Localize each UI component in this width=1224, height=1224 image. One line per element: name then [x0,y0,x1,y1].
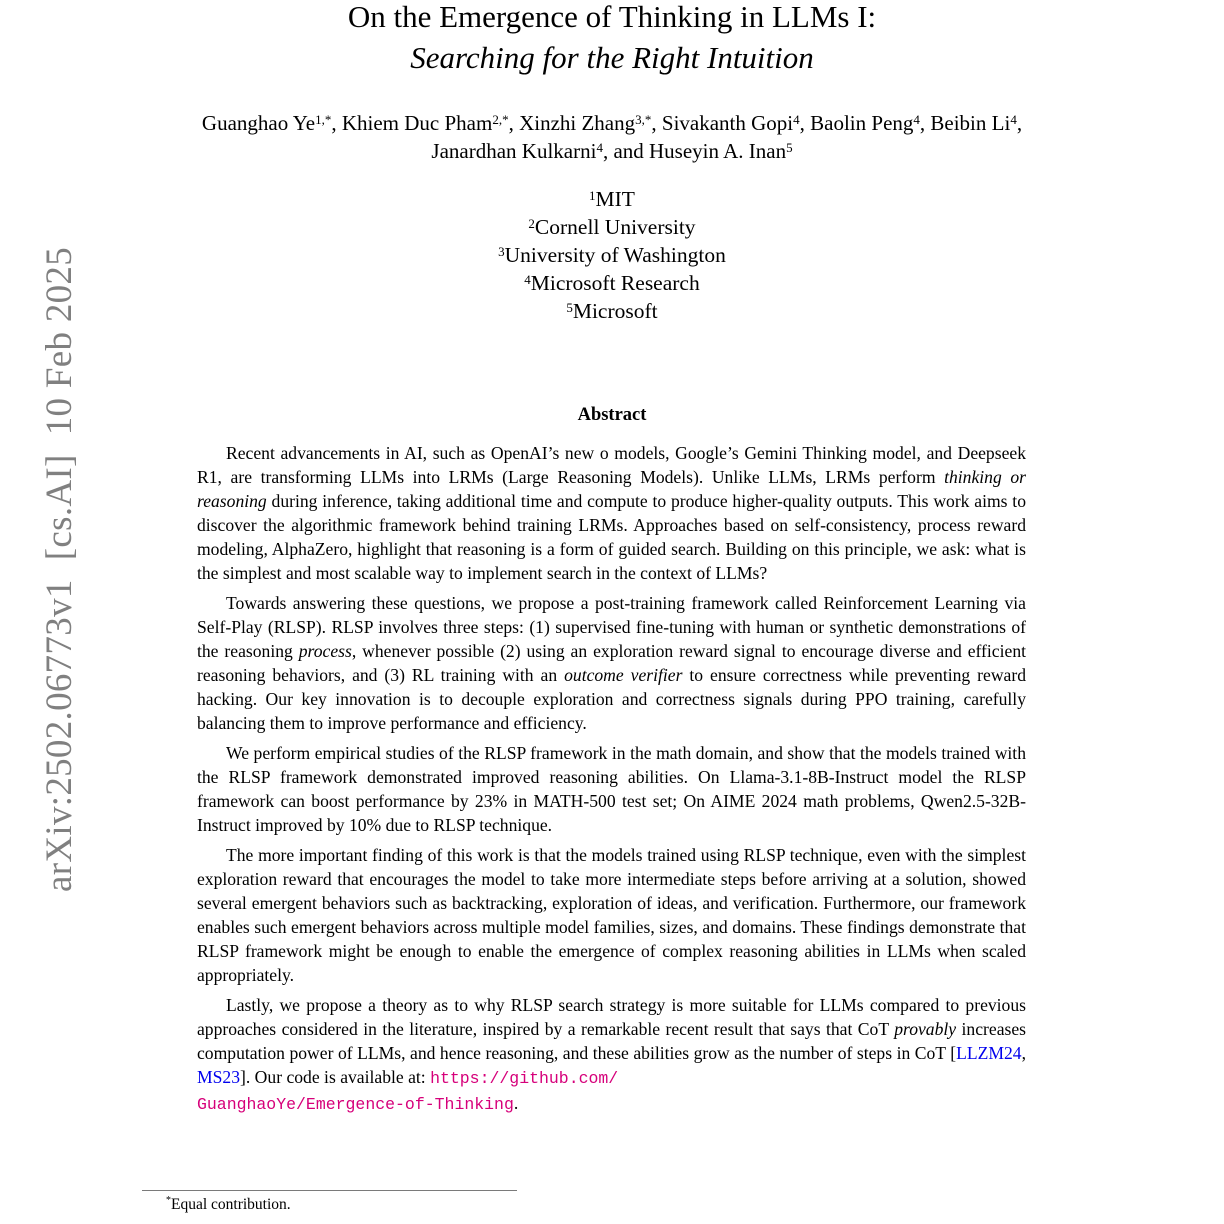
affiliation: $^4$Microsoft Research [524,271,700,295]
code-url-link[interactable]: https://github.com/ GuanghaoYe/Emergence-of-Thinking [197,1069,619,1114]
abstract-paragraph: The more important finding of this work is that the models trained using RLSP technique, even with the simplest exploration reward that encourages the model to take more intermediate steps before arriving at a solution, showed several emergent behaviors such as backtracking, exploration of ideas, and verification. Furthermore, our framework enables such emergent behaviors across multiple model families, sizes, and domains. These findings demonstrate that RLSP framework might be enough to enable the emergence of complex reasoning abilities in LLMs when scaled appropriately. [197,845,1026,985]
affiliation: $^3$University of Washington [498,243,726,267]
footnote: *Equal contribution. [166,1195,291,1213]
affiliation-list [0,185,1224,325]
arxiv-stamp: arXiv:2502.06773v1 [cs.AI] 10 Feb 2025 [39,246,80,892]
citation-link[interactable]: LLZM24 [956,1043,1022,1063]
abstract-paragraph: Towards answering these questions, we propose a post-training framework called Reinforcement Learning via Self-Play (RLSP). RLSP involves three steps: (1) supervised fine-tuning with human or synthetic demonstrations of the reasoning process, whenever possible (2) using an exploration reward signal to encourage diverse and efficient reasoning behaviors, and (3) RL training with an outcome verifier to ensure correctness while preventing reward hacking. Our key innovation is to decouple exploration and correctness signals during PPO training, carefully balancing them to improve performance and efficiency. [197,593,1026,733]
affiliation: $^1$MIT [589,187,635,211]
author: Janardhan Kulkarni$^4$, and [431,139,650,163]
affiliation: $^5$Microsoft [566,299,658,323]
author-list [100,109,1124,165]
author: Sivakanth Gopi$^4$, [661,111,811,135]
author: Khiem Duc Pham$^{2,*}$, [341,111,520,135]
author: Beibin Li$^4$, [930,111,1023,135]
affiliation: $^2$Cornell University [528,215,696,239]
author: Huseyin A. Inan$^5$ [649,139,793,163]
author: Xinzhi Zhang$^{3,*}$, [519,111,662,135]
author: Baolin Peng$^4$, [810,111,931,135]
abstract-body [197,441,1026,1123]
footnote-rule [142,1190,517,1191]
paper-subtitle: Searching for the Right Intuition [410,40,814,75]
author: Guanghao $Ye^{1,*}$, [201,111,342,135]
abstract-paragraph: We perform empirical studies of the RLSP framework in the math domain, and show that the models trained with the RLSP framework demonstrated improved reasoning abilities. On Llama-3.1-8B-Instruct model the RLSP framework can boost performance by 23% in MATH-500 test set; On AIME 2024 math problems, Qwen2.5-32B-Instruct improved by 10% due to RLSP technique. [197,743,1026,835]
citation-link[interactable]: MS23 [197,1067,241,1087]
abstract-heading: Abstract [577,405,647,425]
abstract-paragraph: Recent advancements in AI, such as OpenAI’s new o models, Google’s Gemini Thinking model, and Deepseek R1, are transforming LLMs into LRMs (Large Reasoning Models). Unlike LLMs, LRMs perform thinking or reasoning during inference, taking additional time and compute to produce higher-quality outputs. This work aims to discover the algorithmic framework behind training LRMs. Approaches based on self-consistency, process reward modeling, AlphaZero, highlight that reasoning is a form of guided search. Building on this principle, we ask: what is the simplest and most scalable way to implement search in the context of LLMs? [197,443,1027,583]
paper-title: On the Emergence of Thinking in LLMs I: [347,0,877,34]
abstract-paragraph: Lastly, we propose a theory as to why RLSP search strategy is more suitable for LLMs compared to previous approaches considered in the literature, inspired by a remarkable recent result that says that CoT provably increases computation power of LLMs, and hence reasoning, and these abilities grow as the number of steps in CoT [LLZM24, MS23]. Our code is available at: https://github.com/ GuanghaoYe/Emergence-of-Thinking. [197,995,1027,1114]
